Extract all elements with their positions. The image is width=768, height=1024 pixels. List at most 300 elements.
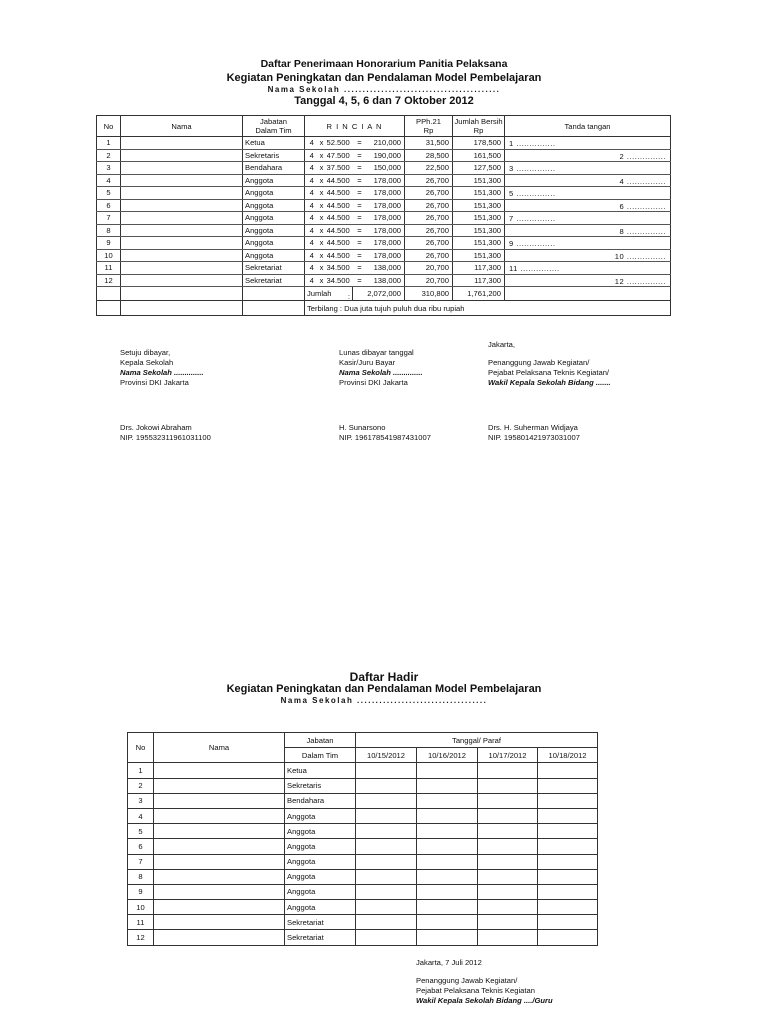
att-row-no: 11	[128, 915, 154, 930]
row-signature[interactable]	[505, 149, 671, 162]
row-total: 178,000	[367, 237, 405, 250]
att-paraf-cell[interactable]	[417, 869, 478, 884]
row-times: x	[317, 187, 327, 200]
row-net: 151,300	[453, 224, 505, 237]
row-nama	[121, 249, 243, 262]
table-row	[97, 187, 671, 200]
att-sign	[416, 976, 553, 1006]
row-qty: 4	[305, 274, 317, 287]
att-paraf-cell[interactable]	[538, 930, 598, 945]
row-signature[interactable]	[505, 224, 671, 237]
row-times: x	[317, 274, 327, 287]
row-equals: =	[353, 162, 367, 175]
att-paraf-cell[interactable]	[478, 930, 538, 945]
row-equals: =	[353, 262, 367, 275]
row-nama	[121, 174, 243, 187]
row-jabatan: Anggota	[243, 212, 305, 225]
table-row	[128, 808, 598, 823]
att-row-jabatan: Anggota	[285, 824, 356, 839]
row-pph: 26,700	[405, 174, 453, 187]
row-signature[interactable]	[505, 137, 671, 150]
doc1-subtitle: Kegiatan Peningkatan dan Pendalaman Model Pembelajaran	[226, 72, 542, 84]
signer-1-nip: NIP. 195532311961031100	[120, 433, 211, 442]
row-signature[interactable]	[505, 237, 671, 250]
doc2-title: Daftar Hadir	[349, 670, 419, 684]
table-row	[128, 824, 598, 839]
attendance-header-row-1	[128, 733, 598, 748]
signer-3-nip: NIP. 195801421973031007	[488, 433, 580, 442]
row-net: 151,300	[453, 187, 505, 200]
att-paraf-cell[interactable]	[356, 930, 417, 945]
row-signature[interactable]	[505, 274, 671, 287]
row-nama	[121, 224, 243, 237]
row-rate: 34.500	[327, 274, 353, 287]
header-bersih-line2: Rp	[473, 126, 484, 135]
att-paraf-cell[interactable]	[478, 854, 538, 869]
row-qty: 4	[305, 174, 317, 187]
att-paraf-cell[interactable]	[538, 854, 598, 869]
signature-left: 7 ...............	[509, 214, 556, 223]
table-row	[128, 915, 598, 930]
att-row-nama	[154, 869, 285, 884]
att-paraf-cell[interactable]	[538, 793, 598, 808]
att-paraf-cell[interactable]	[538, 869, 598, 884]
table-row	[97, 174, 671, 187]
row-qty: 4	[305, 199, 317, 212]
doc1-school: Nama Sekolah ..........................................	[267, 85, 501, 94]
row-jabatan: Anggota	[243, 174, 305, 187]
att-row-nama	[154, 915, 285, 930]
row-times: x	[317, 224, 327, 237]
sign-col1-line1: Setuju dibayar,	[120, 348, 171, 357]
signature-left: 3 ...............	[509, 164, 556, 173]
table-row	[97, 274, 671, 287]
doc2-subtitle: Kegiatan Peningkatan dan Pendalaman Model Pembelajaran	[226, 683, 542, 695]
row-net: 151,300	[453, 212, 505, 225]
sign-col3	[488, 358, 611, 388]
row-no: 12	[97, 274, 121, 287]
row-qty: 4	[305, 212, 317, 225]
row-signature[interactable]	[505, 262, 671, 275]
att-paraf-cell[interactable]	[356, 778, 417, 793]
att-row-no: 10	[128, 900, 154, 915]
row-times: x	[317, 149, 327, 162]
row-nama	[121, 149, 243, 162]
row-pph: 22,500	[405, 162, 453, 175]
sign-col1-line3: Nama Sekolah ..............	[120, 368, 204, 377]
att-sign-line1: Penanggung Jawab Kegiatan/	[416, 976, 518, 985]
table-row	[97, 149, 671, 162]
sum-pph: 310,800	[405, 287, 453, 301]
att-paraf-cell[interactable]	[356, 854, 417, 869]
row-signature[interactable]	[505, 249, 671, 262]
header-pph	[405, 116, 453, 137]
att-paraf-cell[interactable]	[417, 824, 478, 839]
header-bersih-line1: Jumlah Bersih	[454, 117, 503, 126]
att-row-no: 9	[128, 884, 154, 899]
signature-right: 6 ...............	[619, 201, 667, 211]
row-qty: 4	[305, 149, 317, 162]
row-no: 4	[97, 174, 121, 187]
table-header-row	[97, 116, 671, 137]
row-jabatan: Anggota	[243, 237, 305, 250]
row-pph: 26,700	[405, 212, 453, 225]
row-qty: 4	[305, 237, 317, 250]
table-row	[97, 262, 671, 275]
row-qty: 4	[305, 262, 317, 275]
att-date-2: 10/16/2012	[417, 748, 478, 763]
row-signature[interactable]	[505, 199, 671, 212]
row-rate: 44.500	[327, 249, 353, 262]
table-row	[128, 900, 598, 915]
att-row-jabatan: Bendahara	[285, 793, 356, 808]
row-jabatan: Ketua	[243, 137, 305, 150]
att-row-nama	[154, 763, 285, 778]
row-qty: 4	[305, 187, 317, 200]
row-equals: =	[353, 174, 367, 187]
row-times: x	[317, 249, 327, 262]
att-paraf-cell[interactable]	[538, 778, 598, 793]
sign-col3-line3: Wakil Kepala Sekolah Bidang .......	[488, 378, 611, 387]
att-row-nama	[154, 808, 285, 823]
att-row-jabatan: Sekretaris	[285, 778, 356, 793]
att-row-jabatan: Anggota	[285, 839, 356, 854]
att-paraf-cell[interactable]	[538, 915, 598, 930]
sum-total: 2,072,000	[353, 287, 405, 301]
row-nama	[121, 212, 243, 225]
table-row	[128, 793, 598, 808]
row-total: 178,000	[367, 199, 405, 212]
att-paraf-cell[interactable]	[417, 854, 478, 869]
row-equals: =	[353, 224, 367, 237]
row-equals: =	[353, 137, 367, 150]
header-bersih	[453, 116, 505, 137]
att-row-nama	[154, 884, 285, 899]
header-jabatan-line1: Jabatan	[259, 117, 288, 126]
att-row-no: 4	[128, 808, 154, 823]
signer-3-name: Drs. H. Suherman Widjaya	[488, 423, 578, 432]
row-total: 210,000	[367, 137, 405, 150]
sum-label-text: Jumlah	[307, 289, 332, 298]
row-jabatan: Bendahara	[243, 162, 305, 175]
doc2-school: Nama Sekolah ...................................	[280, 696, 488, 705]
row-jabatan: Anggota	[243, 224, 305, 237]
sign-col2-line1: Lunas dibayar tanggal	[339, 348, 414, 357]
att-paraf-cell[interactable]	[356, 824, 417, 839]
row-no: 11	[97, 262, 121, 275]
att-date-1: 10/15/2012	[356, 748, 417, 763]
row-net: 127,500	[453, 162, 505, 175]
att-place-date: Jakarta, 7 Juli 2012	[416, 958, 482, 967]
header-nama: Nama	[121, 116, 243, 137]
att-date-3: 10/17/2012	[478, 748, 538, 763]
row-pph: 20,700	[405, 262, 453, 275]
row-nama	[121, 262, 243, 275]
att-header-nama: Nama	[154, 733, 285, 763]
signature-left: 11 ...............	[509, 264, 560, 273]
att-paraf-cell[interactable]	[478, 778, 538, 793]
row-net: 151,300	[453, 199, 505, 212]
att-row-no: 7	[128, 854, 154, 869]
signature-left: 9 ...............	[509, 239, 556, 248]
att-paraf-cell[interactable]	[417, 839, 478, 854]
row-pph: 31,500	[405, 137, 453, 150]
row-no: 7	[97, 212, 121, 225]
signature-left: 1 ...............	[509, 139, 556, 148]
row-total: 178,000	[367, 212, 405, 225]
header-pph-line1: PPh.21	[416, 117, 441, 126]
table-row	[97, 137, 671, 150]
signer-2	[339, 423, 431, 443]
att-paraf-cell[interactable]	[417, 778, 478, 793]
row-no: 2	[97, 149, 121, 162]
signature-right: 8 ...............	[619, 226, 667, 236]
att-paraf-cell[interactable]	[538, 808, 598, 823]
signature-right: 10 ...............	[614, 251, 667, 261]
att-paraf-cell[interactable]	[417, 915, 478, 930]
att-sign-line2: Pejabat Pelaksana Teknis Kegiatan	[416, 986, 535, 995]
row-times: x	[317, 199, 327, 212]
signature-left: 5 ...............	[509, 189, 556, 198]
row-equals: =	[353, 149, 367, 162]
signer-2-nip: NIP. 196178541987431007	[339, 433, 431, 442]
sign-col2-line4: Provinsi DKI Jakarta	[339, 378, 408, 387]
att-row-jabatan: Anggota	[285, 900, 356, 915]
sign-col3-line1: Penanggung Jawab Kegiatan/	[488, 358, 590, 367]
header-rincian-label: R I N C I A N	[326, 121, 383, 131]
row-pph: 26,700	[405, 187, 453, 200]
row-net: 117,300	[453, 262, 505, 275]
header-jabatan	[243, 116, 305, 137]
header-no: No	[97, 116, 121, 137]
sign-place: Jakarta,	[488, 340, 516, 349]
att-row-jabatan: Anggota	[285, 869, 356, 884]
row-pph: 26,700	[405, 199, 453, 212]
att-row-nama	[154, 824, 285, 839]
att-paraf-cell[interactable]	[356, 839, 417, 854]
att-row-nama	[154, 900, 285, 915]
row-net: 178,500	[453, 137, 505, 150]
table-row	[128, 869, 598, 884]
row-total: 138,000	[367, 274, 405, 287]
row-total: 178,000	[367, 187, 405, 200]
att-paraf-cell[interactable]	[356, 793, 417, 808]
att-paraf-cell[interactable]	[478, 839, 538, 854]
row-net: 151,300	[453, 237, 505, 250]
row-total: 138,000	[367, 262, 405, 275]
row-no: 5	[97, 187, 121, 200]
att-row-nama	[154, 930, 285, 945]
row-net: 151,300	[453, 249, 505, 262]
att-row-jabatan: Sekretariat	[285, 930, 356, 945]
att-paraf-cell[interactable]	[538, 884, 598, 899]
row-net: 151,300	[453, 174, 505, 187]
row-equals: =	[353, 237, 367, 250]
signer-2-name: H. Sunarsono	[339, 423, 386, 432]
row-net: 161,500	[453, 149, 505, 162]
row-rate: 44.500	[327, 199, 353, 212]
sign-col3-line2: Pejabat Pelaksana Teknis Kegiatan/	[488, 368, 610, 377]
att-paraf-cell[interactable]	[478, 915, 538, 930]
row-signature[interactable]	[505, 212, 671, 225]
row-signature[interactable]	[505, 162, 671, 175]
att-paraf-cell[interactable]	[478, 900, 538, 915]
row-no: 8	[97, 224, 121, 237]
att-paraf-cell[interactable]	[356, 884, 417, 899]
table-row	[97, 224, 671, 237]
att-paraf-cell[interactable]	[478, 808, 538, 823]
row-total: 178,000	[367, 174, 405, 187]
row-net: 117,300	[453, 274, 505, 287]
att-paraf-cell[interactable]	[356, 808, 417, 823]
table-row	[128, 930, 598, 945]
row-jabatan: Anggota	[243, 187, 305, 200]
sum-colon: :	[347, 292, 350, 301]
att-paraf-cell[interactable]	[478, 824, 538, 839]
row-no: 6	[97, 199, 121, 212]
row-pph: 26,700	[405, 249, 453, 262]
att-row-jabatan: Ketua	[285, 763, 356, 778]
table-row	[97, 237, 671, 250]
att-paraf-cell[interactable]	[356, 900, 417, 915]
table-row	[128, 854, 598, 869]
table-row	[128, 763, 598, 778]
sign-col2-line3: Nama Sekolah ..............	[339, 368, 423, 377]
doc1-title: Daftar Penerimaan Honorarium Panitia Pelaksana	[260, 58, 508, 70]
row-rate: 44.500	[327, 237, 353, 250]
row-no: 1	[97, 137, 121, 150]
row-nama	[121, 187, 243, 200]
att-paraf-cell[interactable]	[417, 900, 478, 915]
table-row	[97, 162, 671, 175]
sign-col1-line4: Provinsi DKI Jakarta	[120, 378, 189, 387]
honorarium-table	[96, 115, 671, 316]
row-no: 10	[97, 249, 121, 262]
table-row	[128, 884, 598, 899]
row-rate: 52.500	[327, 137, 353, 150]
row-qty: 4	[305, 162, 317, 175]
att-row-no: 3	[128, 793, 154, 808]
row-nama	[121, 199, 243, 212]
att-paraf-cell[interactable]	[478, 884, 538, 899]
table-row	[97, 199, 671, 212]
terbilang-row	[97, 301, 671, 316]
att-row-jabatan: Anggota	[285, 884, 356, 899]
row-equals: =	[353, 187, 367, 200]
row-equals: =	[353, 212, 367, 225]
row-signature[interactable]	[505, 174, 671, 187]
row-rate: 44.500	[327, 187, 353, 200]
row-equals: =	[353, 274, 367, 287]
sum-label	[305, 287, 353, 301]
att-row-jabatan: Sekretariat	[285, 915, 356, 930]
signature-right: 4 ...............	[619, 176, 667, 186]
att-row-nama	[154, 778, 285, 793]
row-times: x	[317, 174, 327, 187]
att-header-jabatan2: Dalam Tim	[285, 748, 356, 763]
row-rate: 44.500	[327, 212, 353, 225]
row-equals: =	[353, 249, 367, 262]
row-jabatan: Anggota	[243, 249, 305, 262]
att-paraf-cell[interactable]	[417, 808, 478, 823]
row-jabatan: Anggota	[243, 199, 305, 212]
sum-row	[97, 287, 671, 301]
row-qty: 4	[305, 137, 317, 150]
att-paraf-cell[interactable]	[538, 763, 598, 778]
att-paraf-cell[interactable]	[417, 763, 478, 778]
signature-right: 2 ...............	[619, 151, 667, 161]
header-ttd: Tanda tangan	[505, 116, 671, 137]
signer-1-name: Drs. Jokowi Abraham	[120, 423, 192, 432]
row-nama	[121, 162, 243, 175]
att-row-no: 5	[128, 824, 154, 839]
row-qty: 4	[305, 224, 317, 237]
att-header-tanggal: Tanggal/ Paraf	[356, 733, 598, 748]
row-signature[interactable]	[505, 187, 671, 200]
att-row-no: 2	[128, 778, 154, 793]
row-jabatan: Sekretariat	[243, 274, 305, 287]
att-paraf-cell[interactable]	[417, 793, 478, 808]
row-qty: 4	[305, 249, 317, 262]
att-paraf-cell[interactable]	[478, 869, 538, 884]
header-rincian	[305, 116, 405, 137]
att-header-jabatan1: Jabatan	[285, 733, 356, 748]
att-row-no: 8	[128, 869, 154, 884]
terbilang-text: Terbilang : Dua juta tujuh puluh dua ribu rupiah	[305, 301, 671, 316]
header-jabatan-line2: Dalam Tim	[255, 126, 292, 135]
att-header-no: No	[128, 733, 154, 763]
row-jabatan: Sekretariat	[243, 262, 305, 275]
row-total: 150,000	[367, 162, 405, 175]
row-nama	[121, 274, 243, 287]
table-row	[128, 839, 598, 854]
row-rate: 34.500	[327, 262, 353, 275]
row-pph: 20,700	[405, 274, 453, 287]
signer-1	[120, 423, 211, 443]
sign-col2-line2: Kasir/Juru Bayar	[339, 358, 396, 367]
row-equals: =	[353, 199, 367, 212]
row-times: x	[317, 262, 327, 275]
att-paraf-cell[interactable]	[356, 869, 417, 884]
att-paraf-cell[interactable]	[538, 839, 598, 854]
att-paraf-cell[interactable]	[538, 824, 598, 839]
row-total: 178,000	[367, 249, 405, 262]
att-paraf-cell[interactable]	[478, 763, 538, 778]
row-nama	[121, 137, 243, 150]
signature-right: 12 ...............	[614, 276, 667, 286]
att-paraf-cell[interactable]	[356, 915, 417, 930]
att-row-jabatan: Anggota	[285, 854, 356, 869]
row-total: 190,000	[367, 149, 405, 162]
row-times: x	[317, 237, 327, 250]
att-paraf-cell[interactable]	[478, 793, 538, 808]
sign-col1-line2: Kepala Sekolah	[120, 358, 174, 367]
row-no: 9	[97, 237, 121, 250]
att-row-no: 1	[128, 763, 154, 778]
row-rate: 44.500	[327, 174, 353, 187]
att-row-nama	[154, 854, 285, 869]
att-paraf-cell[interactable]	[356, 763, 417, 778]
att-row-no: 6	[128, 839, 154, 854]
doc1-date: Tanggal 4, 5, 6 dan 7 Oktober 2012	[294, 95, 474, 107]
row-pph: 26,700	[405, 224, 453, 237]
att-paraf-cell[interactable]	[538, 900, 598, 915]
row-rate: 37.500	[327, 162, 353, 175]
attendance-table	[127, 732, 598, 946]
att-paraf-cell[interactable]	[417, 884, 478, 899]
att-paraf-cell[interactable]	[417, 930, 478, 945]
att-row-no: 12	[128, 930, 154, 945]
